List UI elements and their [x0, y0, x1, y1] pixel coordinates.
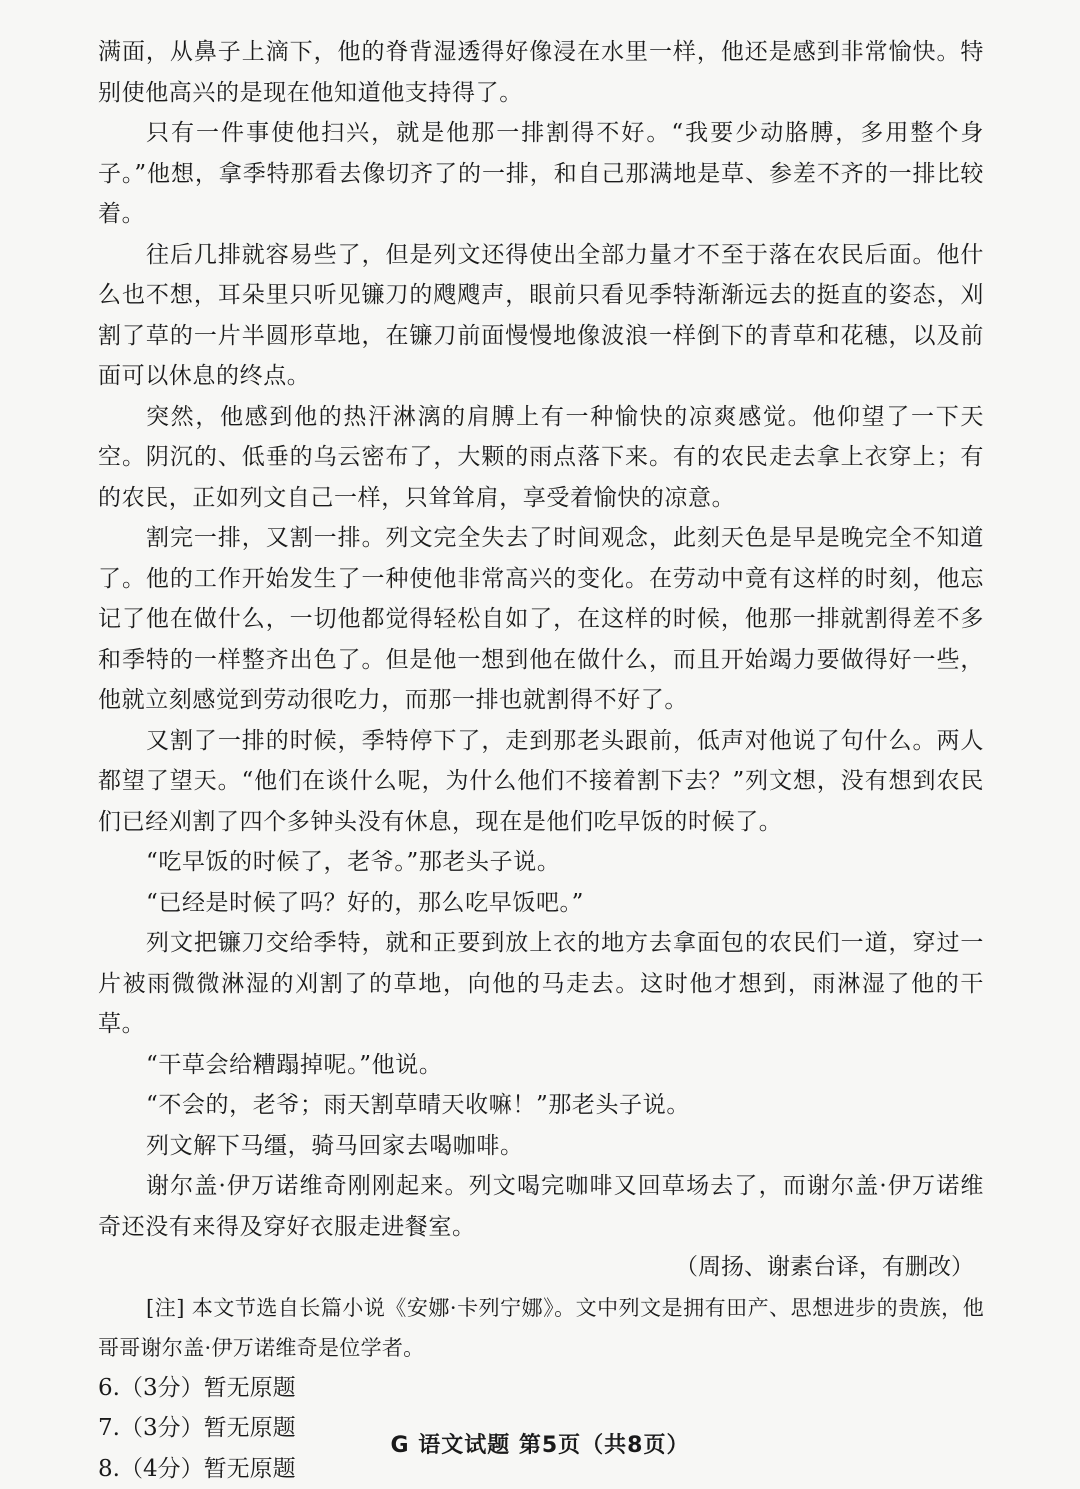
question-8: 8.（4分）暂无原题 — [98, 1449, 984, 1489]
paragraph-4: 突然，他感到他的热汗淋漓的肩膊上有一种愉快的凉爽感觉。他仰望了一下天空。阴沉的、低垂的乌云密布了，大颗的雨点落下来。有的农民走去拿上衣穿上；有的农民，正如列文自己一样，只耸耸肩，享受着愉快的凉意。 — [98, 397, 984, 519]
question-7: 7.（3分）暂无原题 — [98, 1408, 984, 1449]
question-6: 6.（3分）暂无原题 — [98, 1368, 984, 1409]
paragraph-7: “吃早饭的时候了，老爷。”那老头子说。 — [98, 842, 984, 883]
paragraph-13: 谢尔盖·伊万诺维奇刚刚起来。列文喝完咖啡又回草场去了，而谢尔盖·伊万诺维奇还没有来得及穿好衣服走进餐室。 — [98, 1166, 984, 1247]
paragraph-9: 列文把镰刀交给季特，就和正要到放上衣的地方去拿面包的农民们一道，穿过一片被雨微微淋湿的刈割了的草地，向他的马走去。这时他才想到，雨淋湿了他的干草。 — [98, 923, 984, 1045]
translation-attribution: （周扬、谢素台译，有删改） — [98, 1247, 984, 1288]
footnote: [注] 本文节选自长篇小说《安娜·卡列宁娜》。文中列文是拥有田产、思想进步的贵族，他哥哥谢尔盖·伊万诺维奇是位学者。 — [98, 1288, 984, 1368]
paragraph-3: 往后几排就容易些了，但是列文还得使出全部力量才不至于落在农民后面。他什么也不想，耳朵里只听见镰刀的飕飕声，眼前只看见季特渐渐远去的挺直的姿态，刈割了草的一片半圆形草地，在镰刀前面慢慢地像波浪一样倒下的青草和花穗，以及前面可以休息的终点。 — [98, 235, 984, 397]
paragraph-5: 割完一排，又割一排。列文完全失去了时间观念，此刻天色是早是晚完全不知道了。他的工作开始发生了一种使他非常高兴的变化。在劳动中竟有这样的时刻，他忘记了他在做什么，一切他都觉得轻松自如了，在这样的时候，他那一排就割得差不多和季特的一样整齐出色了。但是他一想到他在做什么，而且开始竭力要做得好一些，他就立刻感觉到劳动很吃力，而那一排也就割得不好了。 — [98, 518, 984, 721]
exam-page-body — [98, 32, 984, 1489]
page-footer: G 语文试题 第5页（共8页） — [0, 1428, 1080, 1459]
paragraph-12: 列文解下马缰，骑马回家去喝咖啡。 — [98, 1126, 984, 1167]
paragraph-6: 又割了一排的时候，季特停下了，走到那老头跟前，低声对他说了句什么。两人都望了望天。“他们在谈什么呢，为什么他们不接着割下去？”列文想，没有想到农民们已经刈割了四个多钟头没有休息，现在是他们吃早饭的时候了。 — [98, 721, 984, 843]
paragraph-8: “已经是时候了吗？好的，那么吃早饭吧。” — [98, 883, 984, 924]
paragraph-1: 满面，从鼻子上滴下，他的脊背湿透得好像浸在水里一样，他还是感到非常愉快。特别使他高兴的是现在他知道他支持得了。 — [98, 32, 984, 113]
paragraph-2: 只有一件事使他扫兴，就是他那一排割得不好。“我要少动胳膊，多用整个身子。”他想，拿季特那看去像切齐了的一排，和自己那满地是草、参差不齐的一排比较着。 — [98, 113, 984, 235]
paragraph-11: “不会的，老爷；雨天割草晴天收嘛！”那老头子说。 — [98, 1085, 984, 1126]
paragraph-10: “干草会给糟蹋掉呢。”他说。 — [98, 1045, 984, 1086]
